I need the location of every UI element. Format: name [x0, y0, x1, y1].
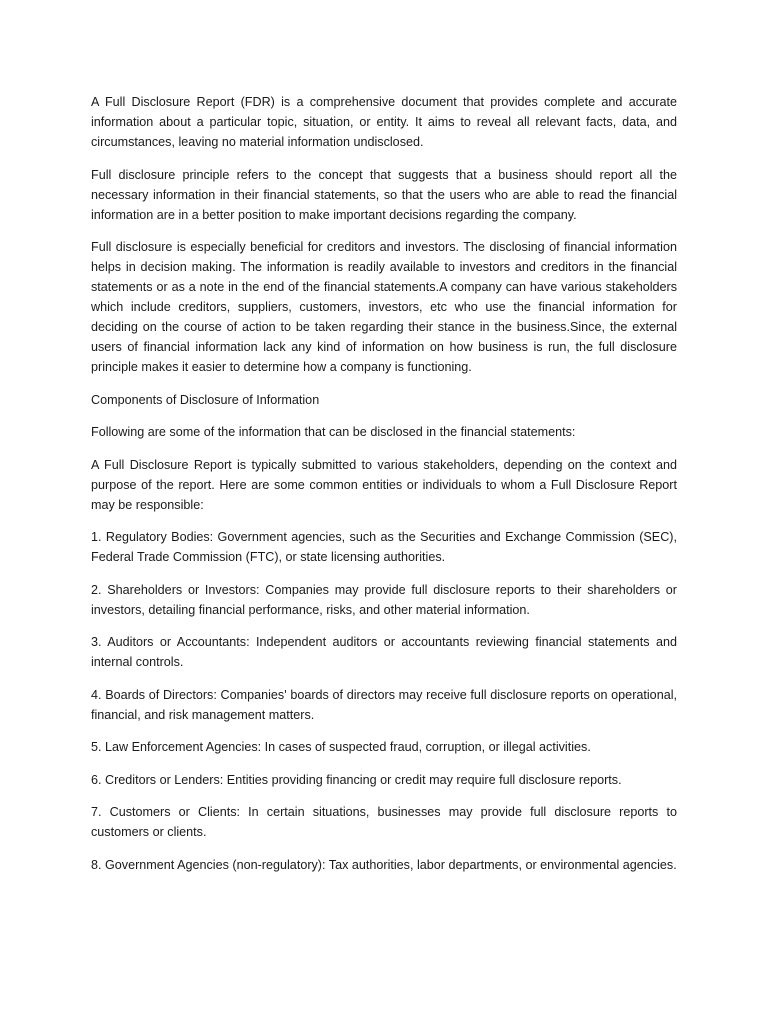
document-body — [91, 92, 677, 887]
paragraph-fdr-definition: A Full Disclosure Report (FDR) is a comprehensive document that provides complete and accurate information about a particular topic, situation, or entity. It aims to reveal all relevant facts, data, and circumstances, leaving no material information undisclosed. — [91, 95, 677, 149]
section-heading-components: Components of Disclosure of Information — [91, 392, 320, 407]
list-item-creditors: 6. Creditors or Lenders: Entities providing financing or credit may require full disclosure reports. — [91, 772, 622, 787]
list-item-auditors: 3. Auditors or Accountants: Independent auditors or accountants reviewing financial statements and internal controls. — [91, 635, 677, 669]
list-item-government-agencies: 8. Government Agencies (non-regulatory): Tax authorities, labor departments, or environmental agencies. — [91, 857, 677, 872]
paragraph-stakeholders-intro: A Full Disclosure Report is typically submitted to various stakeholders, depending on the context and purpose of the report. Here are some common entities or individuals to whom a Full Disclosure Report may be responsible: — [91, 457, 677, 512]
paragraph-following-info: Following are some of the information that can be disclosed in the financial statements: — [91, 425, 576, 439]
list-item-shareholders: 2. Shareholders or Investors: Companies may provide full disclosure reports to their shareholders or investors, detailing financial performance, risks, and other material information. — [91, 582, 677, 617]
paragraph-benefits: Full disclosure is especially beneficial for creditors and investors. The disclosing of financial information helps in decision making. The information is readily available to investors and creditors in the financial statements or as a note in the end of the financial statements.A company can have various stakeholders which include creditors, suppliers, customers, investors, etc who use the financial information for deciding on the course of action to be taken regarding their stance in the business.Since, the external users of financial information lack any kind of information on how business is run, the full disclosure principle makes it easier to determine how a company is functioning. — [91, 240, 677, 374]
list-item-boards: 4. Boards of Directors: Companies' boards of directors may receive full disclosure reports on operational, financial, and risk management matters. — [91, 687, 677, 722]
list-item-law-enforcement: 5. Law Enforcement Agencies: In cases of suspected fraud, corruption, or illegal activities. — [91, 740, 591, 754]
paragraph-full-disclosure-principle: Full disclosure principle refers to the concept that suggests that a business should report all the necessary information in their financial statements, so that the users who are able to read the financial information are in a better position to make important decisions regarding the company. — [91, 167, 677, 222]
list-item-customers: 7. Customers or Clients: In certain situations, businesses may provide full disclosure reports to customers or clients. — [91, 805, 677, 839]
list-item-regulatory-bodies: 1. Regulatory Bodies: Government agencies, such as the Securities and Exchange Commission (SEC), Federal Trade Commission (FTC), or state licensing authorities. — [91, 530, 677, 564]
